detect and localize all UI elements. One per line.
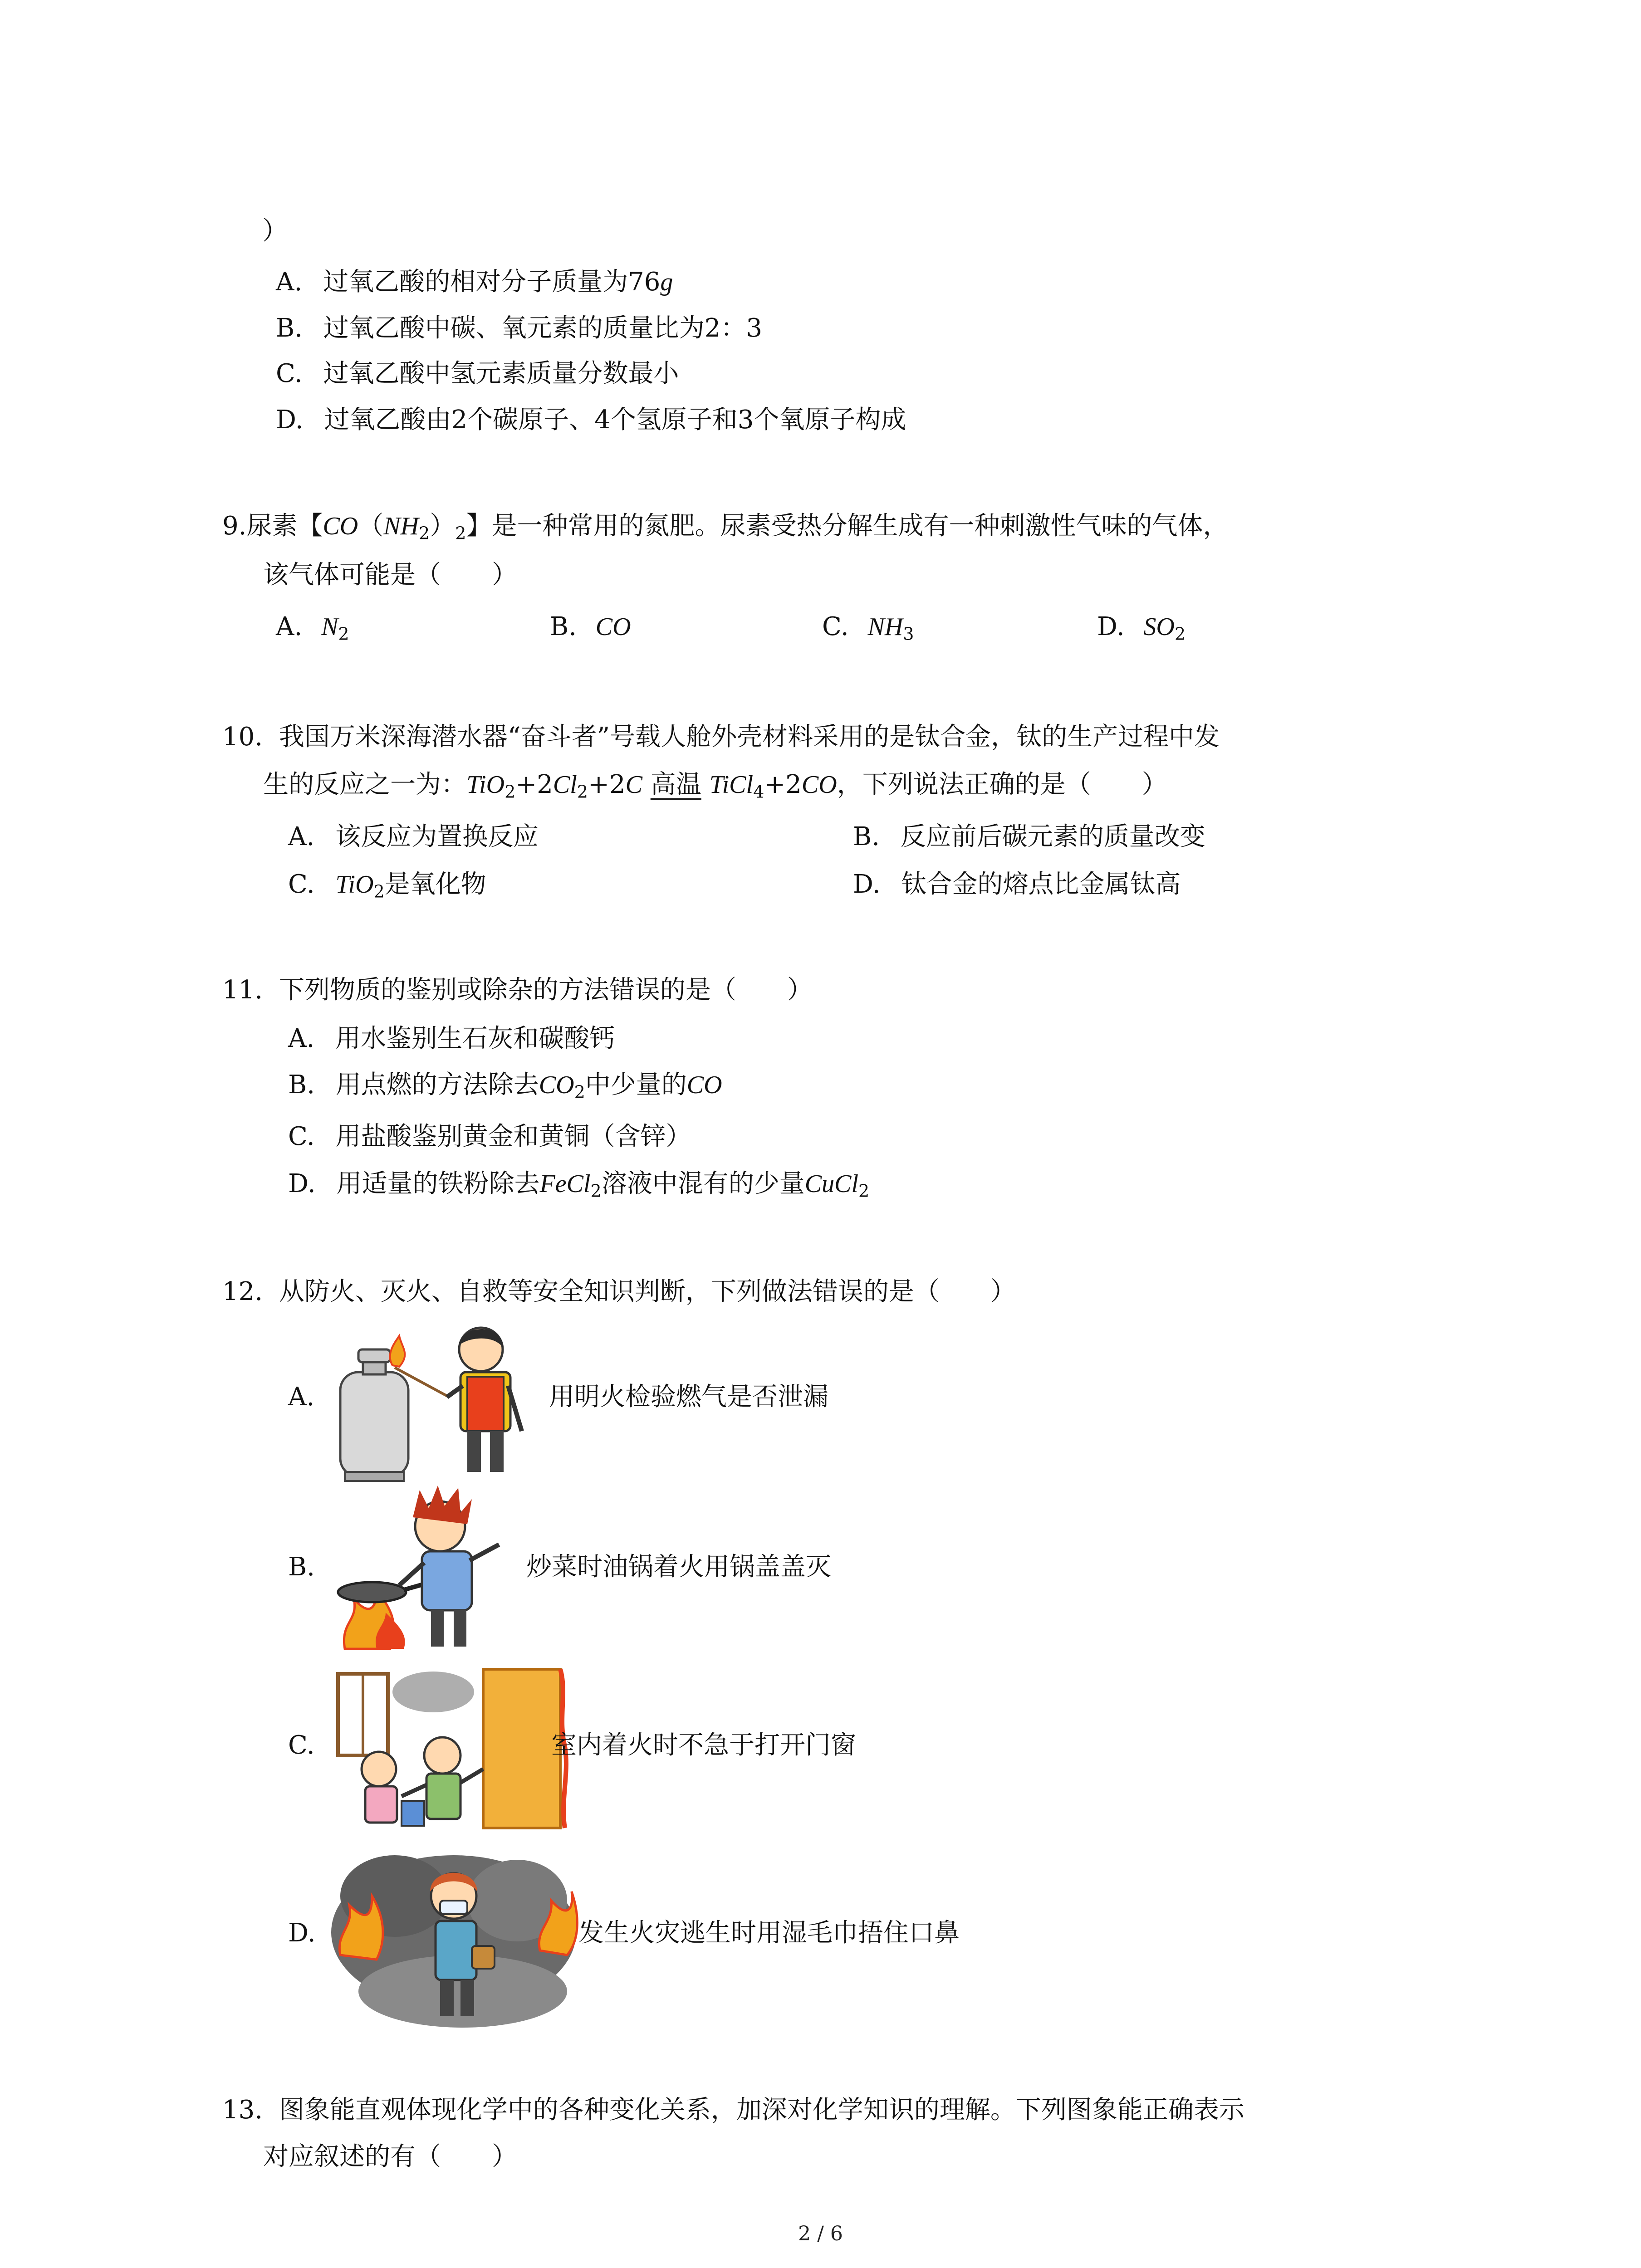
- q8-stem-tail: ）: [262, 216, 288, 246]
- option-letter: B.: [550, 612, 577, 641]
- question-number: 12.: [222, 1277, 263, 1306]
- option-text: 过氧乙酸中氢元素质量分数最小: [323, 359, 679, 388]
- q12-option-b-text: 炒菜时油锅着火用锅盖盖灭: [526, 1552, 831, 1582]
- option-letter: C.: [822, 612, 849, 641]
- option-text: 过氧乙酸的相对分子质量为76: [323, 267, 661, 297]
- q10-option-b[interactable]: [853, 819, 1205, 855]
- q12-stem: 12. 从防火、灭火、自救等安全知识判断，下列做法错误的是（ ）: [222, 1277, 1016, 1306]
- q9-option-b[interactable]: B. CO: [550, 612, 631, 641]
- option-text: 该反应为置换反应: [335, 822, 539, 851]
- option-letter: D.: [288, 1169, 316, 1198]
- q10-stem-line2: 生的反应之一为：$TiO_2+2Cl_2+2C$ 高温 TiCl$_4$+2CO，下列说法正确的是（ ）: [263, 770, 1167, 802]
- option-text: 过氧乙酸中碳、氧元素的质量比为2：3: [323, 313, 763, 343]
- option-letter: D.: [1097, 612, 1125, 641]
- q10-option-a[interactable]: [288, 819, 539, 855]
- q9-option-d[interactable]: D. $SO_2$: [1097, 612, 1186, 644]
- chemical-equation: $TiO_2+2Cl_2+2C$ 高温 TiCl$_4$+2CO: [466, 770, 837, 802]
- option-text: 反应前后碳元素的质量改变: [900, 822, 1205, 851]
- q11-option-c[interactable]: [288, 1119, 691, 1155]
- option-letter: C.: [288, 1122, 315, 1151]
- q9-stem-line2: 该气体可能是（ ）: [263, 560, 517, 590]
- house-fire-door-illustration: [333, 1665, 569, 1837]
- q12-option-d-text: 发生火灾逃生时用湿毛巾捂住口鼻: [578, 1918, 960, 1948]
- option-text: 钛合金的熔点比金属钛高: [901, 870, 1181, 899]
- question-number: 13.: [222, 2095, 263, 2125]
- q11-option-a[interactable]: [288, 1021, 615, 1057]
- q9-stem-line1: 9.尿素【$CO(NH_2)_2$】是一种常用的氮肥。尿素受热分解生成有一种刺激性气味的气体，: [222, 511, 1229, 543]
- q9-option-c[interactable]: C. $NH_3$: [822, 612, 914, 644]
- q10-stem-line1: 10. 我国万米深海潜水器“奋斗者”号载人舱外壳材料采用的是钛合金，钛的生产过程中发: [222, 722, 1220, 752]
- option-text: 过氧乙酸由2个碳原子、4个氢原子和3个氧原子构成: [324, 405, 906, 435]
- option-text: 用盐酸鉴别黄金和黄铜（含锌）: [335, 1122, 691, 1151]
- option-letter: B.: [853, 822, 880, 851]
- q12-option-d-letter[interactable]: D.: [288, 1918, 316, 1948]
- smoke-escape-towel-illustration: [327, 1842, 581, 2032]
- option-letter: C.: [288, 870, 315, 899]
- option-letter: A.: [288, 822, 315, 851]
- gas-leak-open-flame-illustration: [331, 1318, 549, 1486]
- q12-option-a-letter[interactable]: A.: [288, 1382, 315, 1412]
- q12-option-a-text: 用明火检验燃气是否泄漏: [549, 1382, 828, 1412]
- q9-option-a[interactable]: A. $N_2$: [276, 612, 349, 644]
- q12-option-b-letter[interactable]: B.: [288, 1552, 315, 1582]
- q8-option-b[interactable]: [276, 310, 762, 347]
- option-letter: A.: [276, 612, 303, 641]
- q8-option-d[interactable]: [276, 402, 906, 438]
- q13-stem-line1: 13. 图象能直观体现化学中的各种变化关系，加深对化学知识的理解。下列图象能正确表示: [222, 2095, 1244, 2125]
- q8-option-a[interactable]: [276, 264, 673, 300]
- pan-fire-illustration: [336, 1486, 526, 1658]
- q10-option-d[interactable]: [853, 866, 1181, 903]
- q12-option-c-text: 室内着火时不急于打开门窗: [551, 1730, 856, 1760]
- q11-stem: 11. 下列物质的鉴别或除杂的方法错误的是（ ）: [222, 975, 813, 1005]
- q11-option-d[interactable]: D. 用适量的铁粉除去FeCl$_2$溶液中混有的少量CuCl$_2$: [288, 1169, 870, 1201]
- question-number: 10.: [222, 722, 263, 752]
- q11-option-b[interactable]: B. 用点燃的方法除去$CO_2$中少量的CO: [288, 1070, 722, 1102]
- reaction-condition: 高温: [650, 770, 701, 799]
- question-number: 9.: [222, 511, 247, 541]
- question-number: 11.: [222, 975, 263, 1005]
- q13-stem-line2: 对应叙述的有（ ）: [263, 2142, 517, 2171]
- option-letter: B.: [288, 1070, 315, 1100]
- unit-g: g: [660, 268, 673, 296]
- option-letter: D.: [276, 405, 304, 435]
- q8-option-c[interactable]: [276, 356, 679, 392]
- page-number: 2 / 6: [798, 2222, 843, 2245]
- option-letter: B.: [276, 313, 303, 343]
- option-letter: D.: [853, 870, 881, 899]
- option-letter: C.: [276, 359, 303, 388]
- q10-option-c[interactable]: C. TiO$_2$是氧化物: [288, 870, 486, 902]
- q12-option-c-letter[interactable]: C.: [288, 1730, 315, 1760]
- option-text: 用水鉴别生石灰和碳酸钙: [335, 1024, 615, 1053]
- option-letter: A.: [288, 1024, 315, 1053]
- option-letter: A.: [276, 267, 303, 297]
